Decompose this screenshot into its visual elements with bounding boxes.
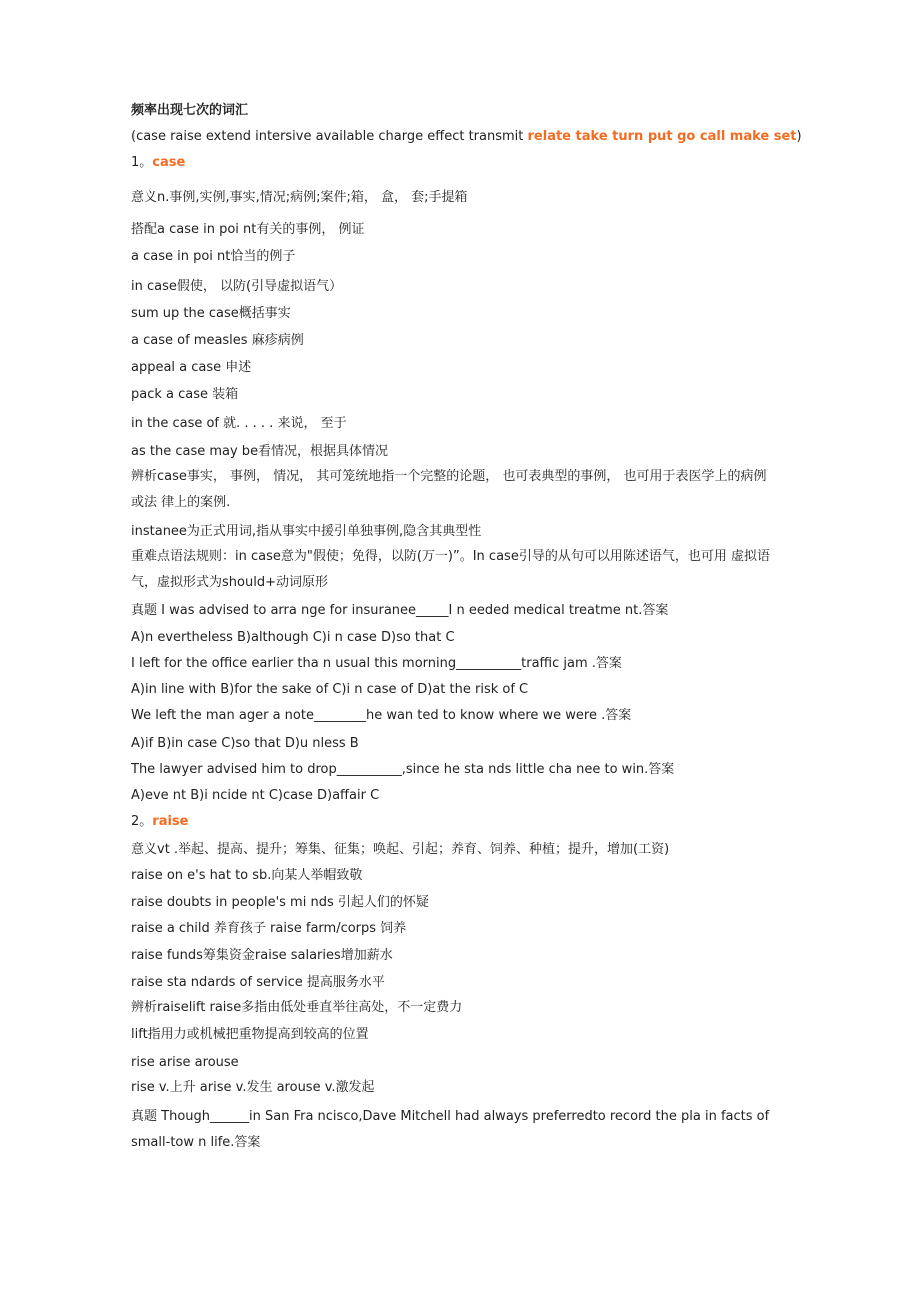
text-line: lift指用力或机械把重物提高到较高的位置 — [131, 1027, 369, 1042]
text-line: A)if B)in case C)so that D)u nless B — [131, 736, 359, 751]
text-line: appeal a case 申述 — [131, 360, 252, 375]
text-line: The lawyer advised him to drop__________,since he sta nds little cha nee to win.答案 — [131, 762, 675, 777]
section-word: raise — [152, 814, 189, 829]
text-line: pack a case 装箱 — [131, 387, 239, 402]
text-line: 气，虚拟形式为should+动词原形 — [131, 575, 328, 590]
text-line: A)eve nt B)i ncide nt C)case D)affair C — [131, 788, 380, 803]
text-line: raise funds筹集资金raise salaries增加薪水 — [131, 948, 393, 963]
text-line: raise a child 养育孩子 raise farm/corps 饲养 — [131, 921, 407, 936]
text-line: I left for the office earlier tha n usual this morning__________traffic jam .答案 — [131, 656, 622, 671]
text-line: We left the man ager a note________he wan ted to know where we were .答案 — [131, 708, 632, 723]
text-line: a case of measles 麻疹病例 — [131, 333, 304, 348]
text-line: small-tow n life.答案 — [131, 1135, 261, 1150]
text-line: 重难点语法规则：in case意为"假使；免得，以防(万一)”。In case引导的从句可以用陈述语气，也可用 虚拟语 — [131, 549, 770, 564]
text-line: 搭配a case in poi nt有关的事例， 例证 — [131, 222, 365, 237]
intro-prefix: (case raise extend intersive available charge effect transmit — [131, 129, 528, 144]
text-line: in the case of 就. . . . . 来说， 至于 — [131, 416, 347, 431]
text-line: 辨析raiselift raise多指由低处垂直举往高处，不一定费力 — [131, 1000, 463, 1015]
text-line: in case假使， 以防(引导虚拟语气） — [131, 279, 343, 294]
text-line: raise sta ndards of service 提高服务水平 — [131, 975, 385, 990]
section-heading-raise — [131, 814, 791, 830]
text-line: rise v.上升 arise v.发生 arouse v.激发起 — [131, 1080, 375, 1095]
text-line: A)in line with B)for the sake of C)i n case of D)at the risk of C — [131, 682, 529, 697]
section-word: case — [152, 155, 186, 170]
section-number: 1。 — [131, 155, 153, 170]
text-line: A)n evertheless B)although C)i n case D)so that C — [131, 630, 455, 645]
text-line: 或法 律上的案例. — [131, 495, 231, 510]
intro-suffix: ) — [796, 129, 802, 144]
text-line: 辨析case事实， 事例， 情况， 其可笼统地指一个完整的论题， 也可表典型的事例， 也可用于表医学上的病例 — [131, 469, 767, 484]
text-line: as the case may be看情况，根据具体情况 — [131, 444, 389, 459]
section-heading-case — [131, 155, 791, 171]
text-line: raise doubts in people's mi nds 引起人们的怀疑 — [131, 895, 429, 910]
text-line: 意义vt .举起、提高、提升；筹集、征集；唤起、引起；养育、饲养、种植；提升，增加(工资) — [131, 842, 670, 857]
intro-word-list — [131, 129, 802, 145]
text-line: 真题 Though______in San Fra ncisco,Dave Mitchell had always preferredto record the pla in facts of — [131, 1109, 770, 1124]
section-number: 2。 — [131, 814, 153, 829]
text-line: rise arise arouse — [131, 1055, 239, 1070]
text-line: instanee为正式用词,指从事实中援引单独事例,隐含其典型性 — [131, 524, 482, 539]
page-title: 频率出现七次的词汇 — [131, 103, 249, 118]
text-line: 意义n.事例,实例,事实,情况;病例;案件;箱， 盒， 套;手提箱 — [131, 190, 468, 205]
intro-highlight: relate take turn put go call make set — [527, 129, 797, 144]
text-line: 真题 I was advised to arra nge for insuranee_____I n eeded medical treatme nt.答案 — [131, 603, 669, 618]
text-line: a case in poi nt恰当的例子 — [131, 249, 296, 264]
text-line: raise on e's hat to sb.向某人举帽致敬 — [131, 868, 363, 883]
text-line: sum up the case概括事实 — [131, 306, 291, 321]
